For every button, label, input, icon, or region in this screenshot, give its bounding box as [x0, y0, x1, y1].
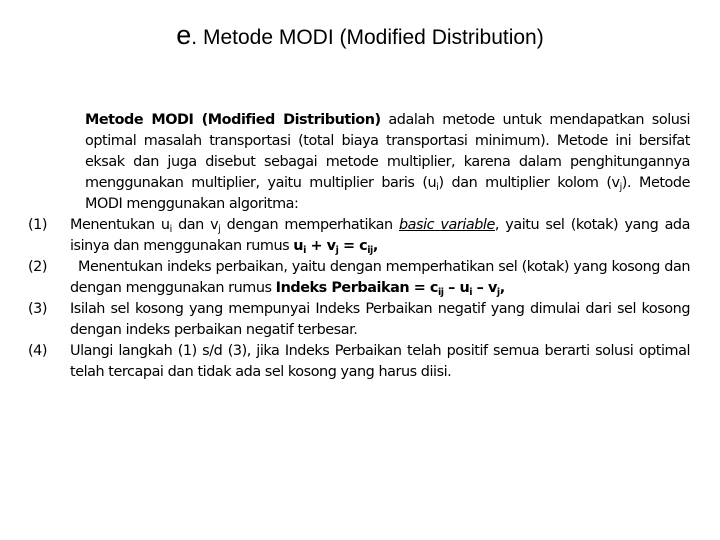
step-text [70, 215, 690, 257]
formula-minus-v: – v [472, 280, 497, 296]
step1-sub-i: i [169, 224, 172, 235]
formula-c-sub: ij [367, 245, 373, 256]
formula-plus-v: + v [305, 238, 336, 254]
step-item [28, 299, 690, 341]
step1-formula [293, 238, 378, 254]
formula-u-sub: i [303, 245, 306, 256]
formula-v-sub: j [496, 287, 500, 298]
intro-paragraph [85, 110, 690, 215]
formula-u: u [293, 238, 304, 254]
step1-text-d: , yaitu sel (kotak) yang ada isinya dan menggunakan rumus [70, 217, 690, 254]
intro-bold-term: Metode MODI (Modified Distribution) [85, 112, 381, 128]
algorithm-steps [28, 215, 690, 383]
step-number: (4) [28, 343, 48, 359]
step-number: (3) [28, 301, 48, 317]
title-letter: e [176, 20, 192, 50]
intro-text-3: ). Metode MODI menggunakan algoritma: [85, 175, 690, 212]
slide-title [0, 20, 720, 53]
step-item [28, 257, 690, 299]
step-text: Isilah sel kosong yang mempunyai Indeks Perbaikan negatif yang dimulai dari sel kosong dengan indeks perbaikan negatif terbesar. [70, 301, 690, 338]
step1-sub-j: j [218, 224, 221, 235]
step2-text-a: Menentukan indeks perbaikan, yaitu dengan memperhatikan sel (kotak) yang kosong dan dengan menggunakan rumus [70, 259, 690, 296]
step-item [28, 215, 690, 257]
title-text: . Metode MODI (Modified Distribution) [191, 26, 544, 49]
step-number: (2) [28, 259, 48, 275]
intro-text-1: adalah metode untuk mendapatkan solusi optimal masalah transportasi (total biaya transportasi minimum). Metode ini bersifat eksak dan juga disebut sebagai metode multiplier, karena dalam penghitungannya menggunakan multiplier, yaitu multiplier baris (u [85, 112, 691, 191]
content-body [28, 110, 690, 383]
step1-text-a: Menentukan u [70, 217, 170, 233]
step1-text-c: dengan memperhatikan [220, 217, 399, 233]
step1-text-b: dan v [171, 217, 219, 233]
step-number: (1) [28, 217, 48, 233]
formula-c-sub: ij [437, 287, 444, 298]
formula-v-sub: j [335, 245, 339, 256]
formula-eq-c: = c [338, 238, 368, 254]
formula-end: , [499, 280, 505, 296]
step1-basic-term: basic [399, 217, 435, 233]
intro-sub-i: i [436, 182, 439, 193]
step-text: Ulangi langkah (1) s/d (3), jika Indeks Perbaikan telah positif semua berarti solusi optimal telah tercapai dan tidak ada sel kosong yang harus diisi. [70, 343, 690, 380]
intro-text-2: ) dan multiplier kolom (v [438, 175, 620, 191]
step2-formula [276, 280, 505, 296]
step-text [70, 257, 690, 299]
formula-index: Indeks Perbaikan = c [275, 280, 438, 296]
formula-end: , [372, 238, 378, 254]
step1-variable-term: variable [440, 217, 495, 233]
step-item [28, 341, 690, 383]
formula-u-sub: i [469, 287, 473, 298]
formula-minus-u: – u [443, 280, 470, 296]
intro-sub-j: j [619, 182, 622, 193]
